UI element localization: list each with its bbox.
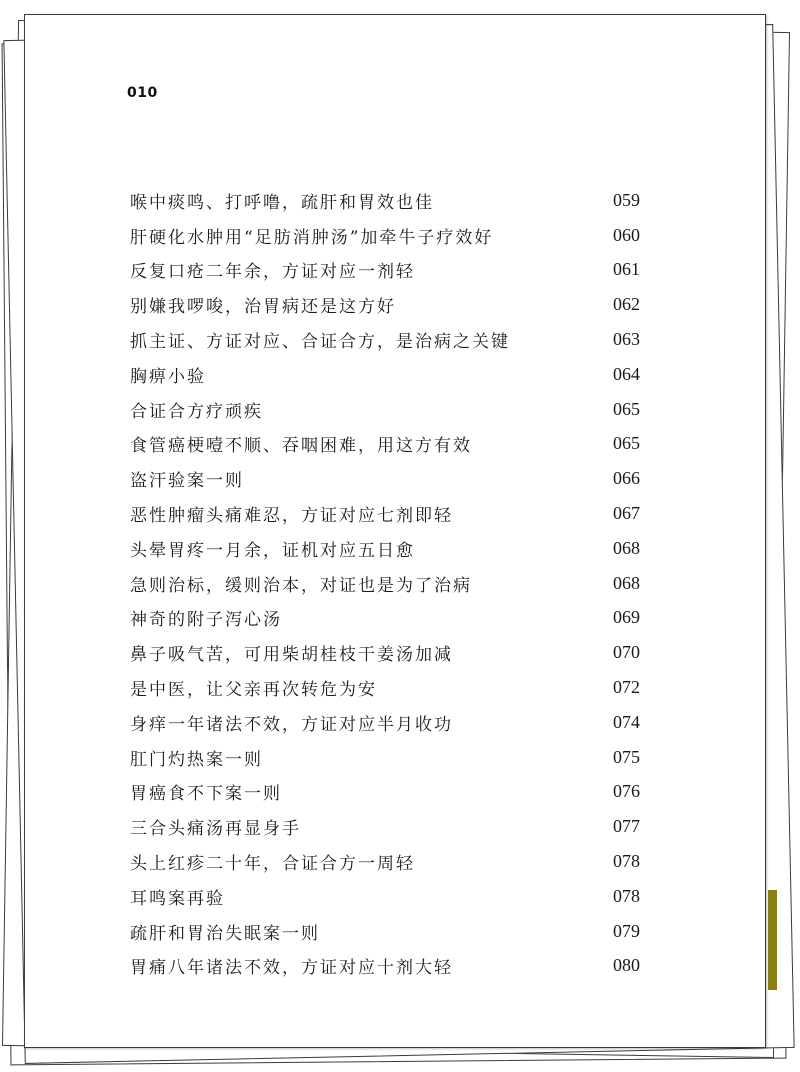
- toc-entry-page: 075: [613, 746, 640, 767]
- toc-entry-page: 070: [613, 642, 640, 663]
- toc-entry-page: 063: [613, 329, 640, 350]
- toc-entry: [130, 566, 640, 601]
- toc-entry-page: 061: [613, 259, 640, 280]
- toc-entry-page: 078: [613, 851, 640, 872]
- toc-entry-title: 肝硬化水肿用“足肪消肿汤”加牵牛子疗效好: [130, 227, 494, 248]
- toc-entry-title: 胃痛八年诸法不效，方证对应十剂大轻: [130, 958, 453, 979]
- toc-entry: [130, 740, 640, 775]
- toc-entry-title: 盗汗验案一则: [130, 471, 244, 492]
- toc-entry-title: 喉中痰鸣、打呼噜，疏肝和胃效也佳: [130, 192, 434, 213]
- toc-entry: [130, 914, 640, 949]
- toc-entry-title: 疏肝和胃治失眠案一则: [130, 923, 320, 944]
- toc-entry-page: 077: [613, 816, 640, 837]
- book-page: [24, 14, 766, 1048]
- toc-entry-page: 062: [613, 294, 640, 315]
- toc-entry-page: 065: [613, 398, 640, 419]
- toc-entry-page: 079: [613, 920, 640, 941]
- toc-entry-title: 神奇的附子泻心汤: [130, 610, 282, 631]
- toc-entry: [130, 844, 640, 879]
- toc-entry-title: 肛门灼热案一则: [130, 749, 263, 770]
- toc-entry-page: 065: [613, 433, 640, 454]
- toc-entry-page: 078: [613, 885, 640, 906]
- toc-entry-title: 身痒一年诸法不效，方证对应半月收功: [130, 714, 453, 735]
- toc-entry: [130, 531, 640, 566]
- toc-entry: [130, 322, 640, 357]
- toc-entry: [130, 635, 640, 670]
- toc-entry: [130, 705, 640, 740]
- toc-entry: [130, 601, 640, 636]
- toc-entry: [130, 670, 640, 705]
- toc-entry: [130, 427, 640, 462]
- toc-entry-page: 067: [613, 503, 640, 524]
- toc-entry-page: 074: [613, 711, 640, 732]
- toc-entry: [130, 809, 640, 844]
- toc-entry-page: 069: [613, 607, 640, 628]
- toc-entry: [130, 879, 640, 914]
- page-number: 010: [127, 85, 158, 101]
- toc-entry: [130, 775, 640, 810]
- toc-entry: [130, 287, 640, 322]
- toc-entry: [130, 183, 640, 218]
- table-of-contents: [130, 183, 640, 983]
- toc-entry-page: 059: [613, 189, 640, 210]
- toc-entry-page: 080: [613, 955, 640, 976]
- toc-entry: [130, 253, 640, 288]
- toc-entry-page: 068: [613, 572, 640, 593]
- toc-entry-page: 068: [613, 537, 640, 558]
- toc-entry: [130, 218, 640, 253]
- toc-entry-title: 抓主证、方证对应、合证合方，是治病之关键: [130, 332, 510, 353]
- toc-entry-page: 064: [613, 363, 640, 384]
- toc-entry: [130, 392, 640, 427]
- toc-entry-page: 066: [613, 468, 640, 489]
- toc-entry: [130, 461, 640, 496]
- toc-entry-title: 胸痹小验: [130, 366, 206, 387]
- toc-entry-title: 头晕胃疼一月余，证机对应五日愈: [130, 540, 415, 561]
- toc-entry-title: 反复口疮二年余，方证对应一剂轻: [130, 262, 415, 283]
- toc-entry-title: 是中医，让父亲再次转危为安: [130, 680, 377, 701]
- cover-edge-olive: [768, 890, 777, 990]
- toc-entry: [130, 496, 640, 531]
- toc-entry-title: 鼻子吸气苦，可用柴胡桂枝干姜汤加减: [130, 645, 453, 666]
- toc-entry-title: 合证合方疗顽疾: [130, 401, 263, 422]
- toc-entry-title: 头上红疹二十年，合证合方一周轻: [130, 854, 415, 875]
- toc-entry-title: 耳鸣案再验: [130, 888, 225, 909]
- toc-entry-page: 072: [613, 677, 640, 698]
- toc-entry-title: 别嫌我啰唆，治胃病还是这方好: [130, 297, 396, 318]
- toc-entry: [130, 949, 640, 984]
- toc-entry-page: 060: [613, 224, 640, 245]
- toc-entry-title: 三合头痛汤再显身手: [130, 819, 301, 840]
- toc-entry-title: 胃癌食不下案一则: [130, 784, 282, 805]
- toc-entry-title: 食管癌梗噎不顺、吞咽困难，用这方有效: [130, 436, 472, 457]
- toc-entry: [130, 357, 640, 392]
- toc-entry-page: 076: [613, 781, 640, 802]
- toc-entry-title: 恶性肿瘤头痛难忍，方证对应七剂即轻: [130, 506, 453, 527]
- toc-entry-title: 急则治标，缓则治本，对证也是为了治病: [130, 575, 472, 596]
